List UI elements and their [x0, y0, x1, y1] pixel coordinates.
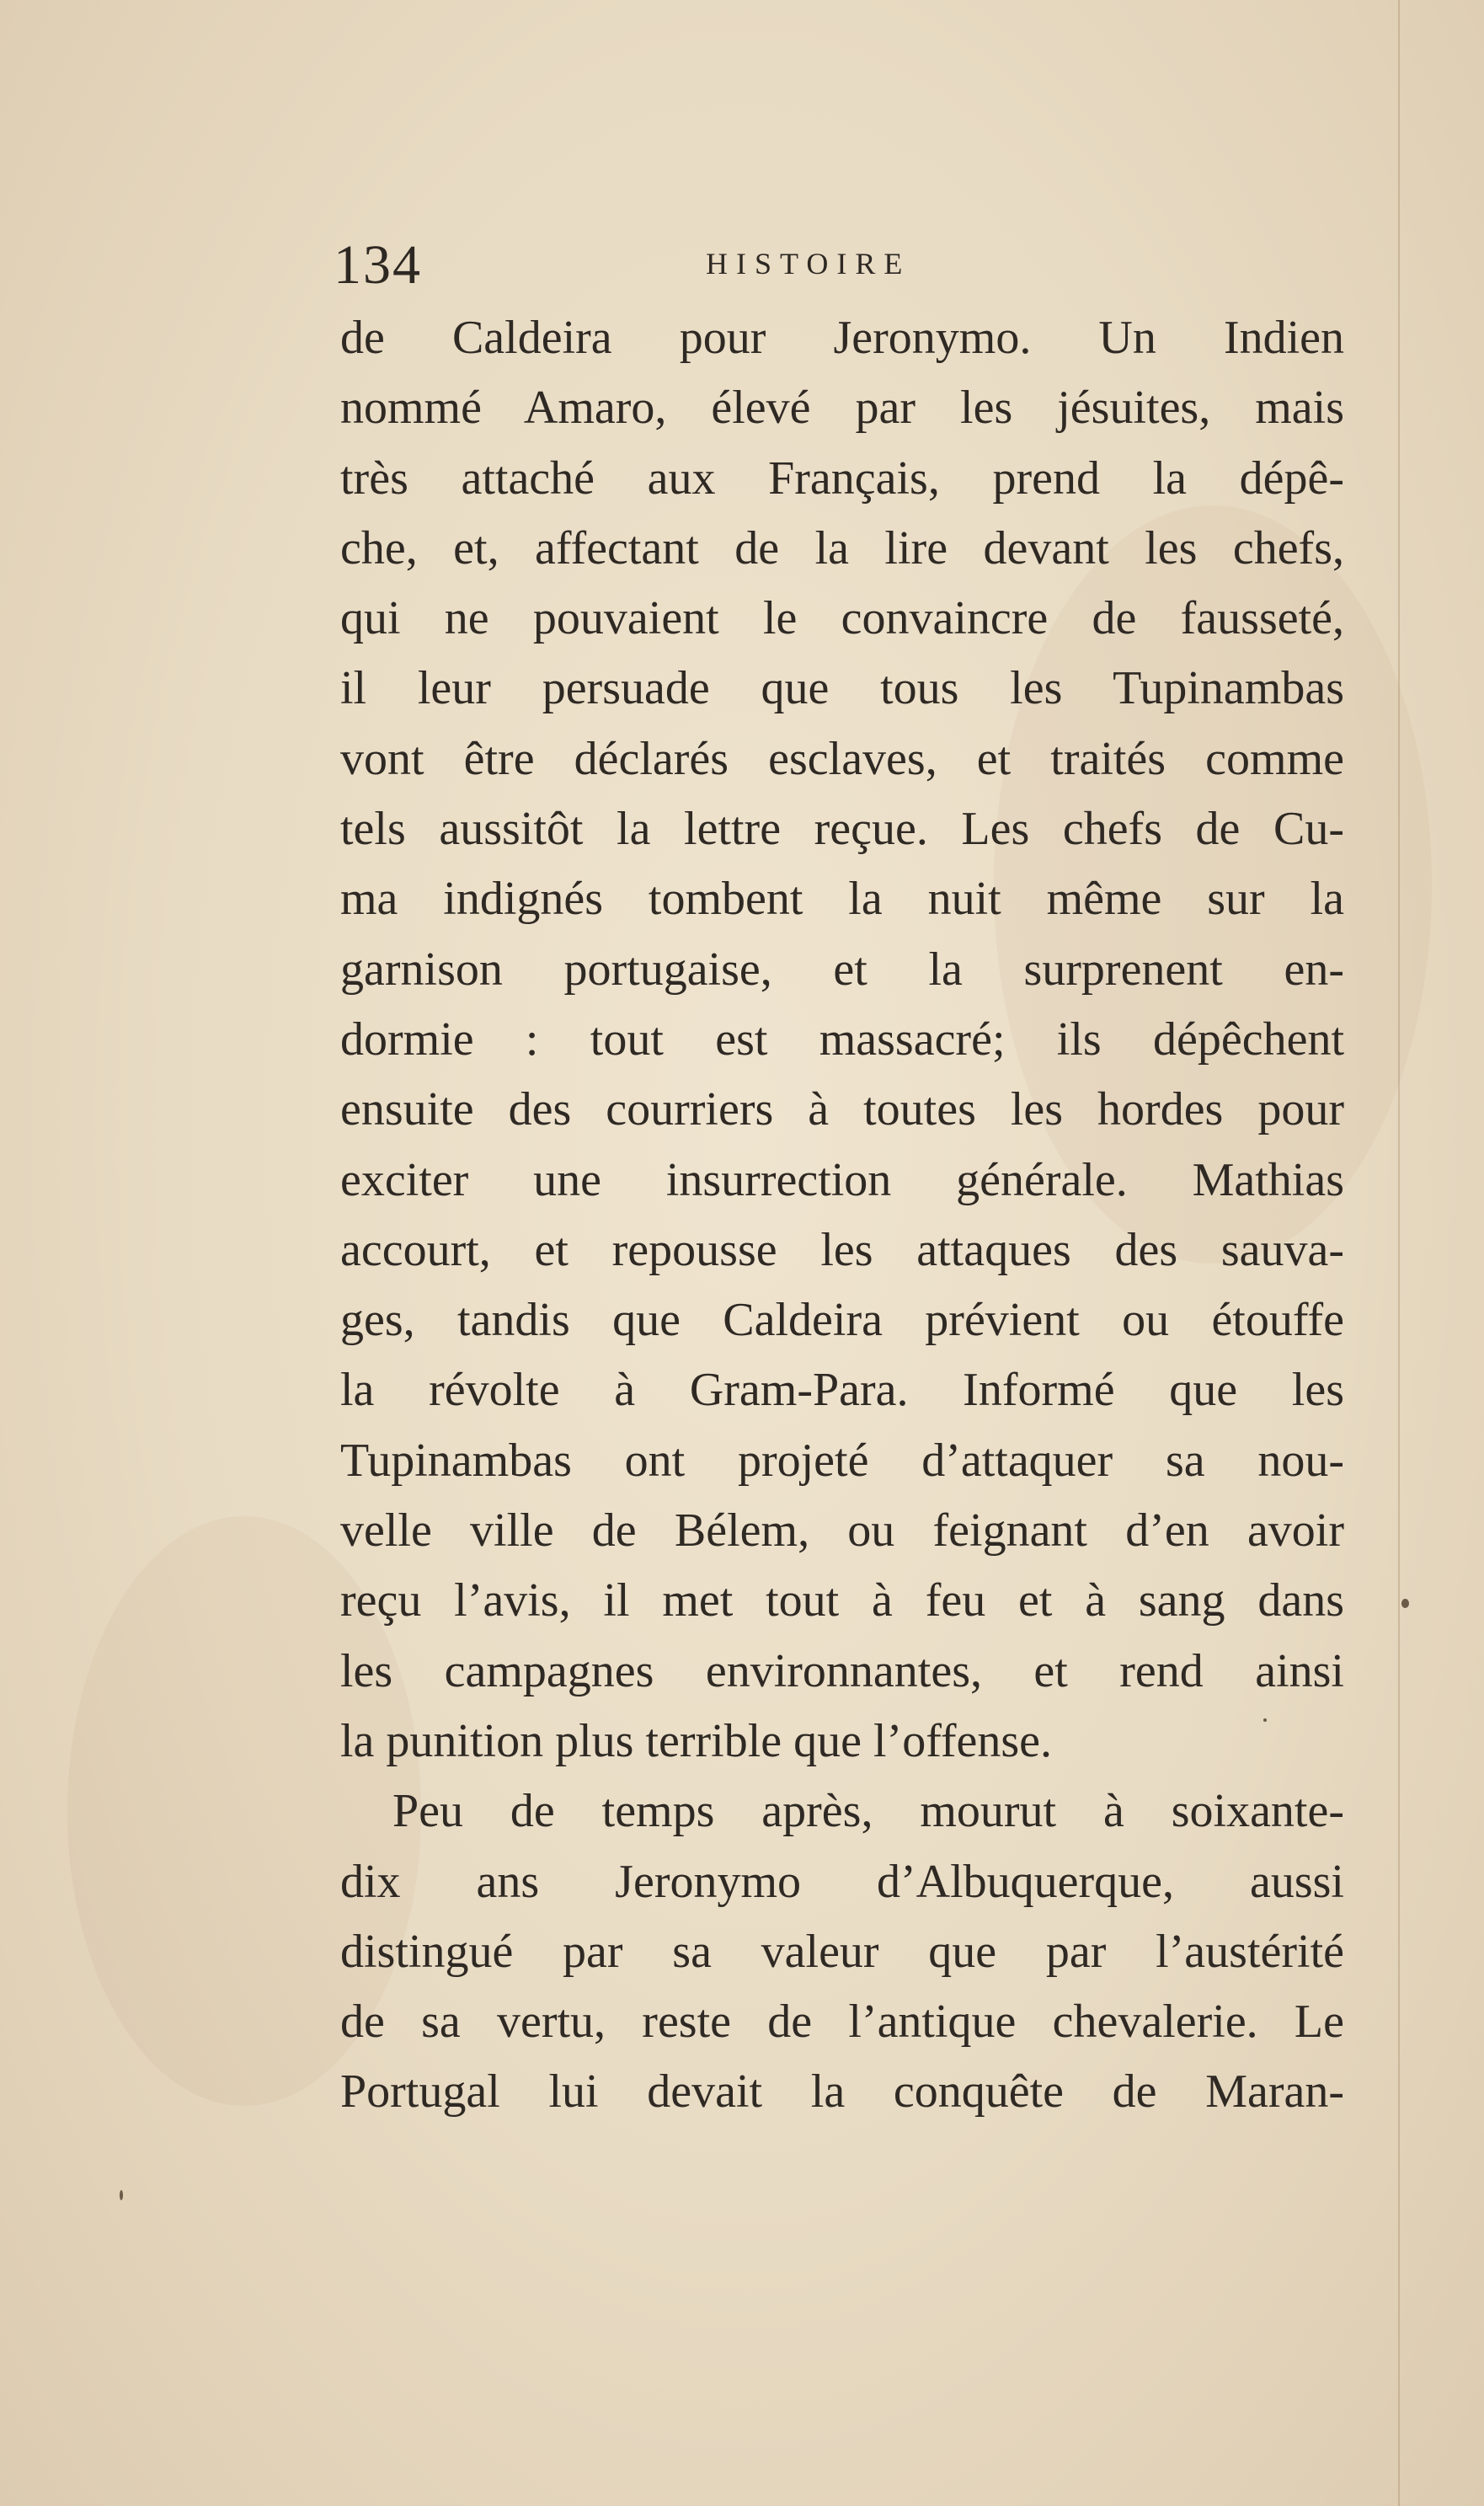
- text-line: qui ne pouvaient le convaincre de fausseté,: [340, 592, 1344, 645]
- text-line: de Caldeira pour Jeronymo. Un Indien: [340, 312, 1344, 364]
- text-line: dix ans Jeronymo d’Albuquerque, aussi: [340, 1855, 1344, 1908]
- text-line: exciter une insurrection générale. Mathias: [340, 1153, 1344, 1206]
- text-line: accourt, et repousse les attaques des sauva-: [340, 1223, 1344, 1276]
- text-line: garnison portugaise, et la surprenent en-: [340, 943, 1344, 996]
- text-line: vont être déclarés esclaves, et traités comme: [340, 732, 1344, 785]
- body-text: [340, 303, 1344, 2128]
- paper-speck: [120, 2190, 123, 2200]
- page-header: [334, 227, 1344, 303]
- text-line: les campagnes environnantes, et rend ainsi: [340, 1644, 1344, 1697]
- text-line: nommé Amaro, élevé par les jésuites, mais: [340, 382, 1344, 435]
- page-fold-line: [1398, 0, 1400, 2506]
- text-line: velle ville de Bélem, ou feignant d’en avoir: [340, 1504, 1344, 1558]
- text-line: Portugal lui devait la conquête de Maran-: [340, 2065, 1344, 2119]
- paper-speck: [1401, 1599, 1409, 1608]
- text-line: che, et, affectant de la lire devant les chefs,: [340, 521, 1344, 574]
- text-line: reçu l’avis, il met tout à feu et à sang dans: [340, 1574, 1344, 1627]
- text-line: dormie : tout est massacré; ils dépêchent: [340, 1013, 1344, 1066]
- text-line: ma indignés tombent la nuit même sur la: [340, 873, 1344, 926]
- text-line: distingué par sa valeur que par l’austérité: [340, 1925, 1344, 1978]
- text-line: ensuite des courriers à toutes les hordes pour: [340, 1083, 1344, 1136]
- text-line: très attaché aux Français, prend la dépê-: [340, 452, 1344, 505]
- text-line: tels aussitôt la lettre reçue. Les chefs de Cu-: [340, 803, 1344, 856]
- running-head: HISTOIRE: [706, 247, 911, 281]
- text-line: la révolte à Gram-Para. Informé que les: [340, 1364, 1344, 1417]
- text-line: il leur persuade que tous les Tupinambas: [340, 662, 1344, 715]
- text-line: la punition plus terrible que l’offense.: [340, 1714, 1052, 1767]
- page-number: 134: [334, 234, 422, 296]
- text-line: ges, tandis que Caldeira prévient ou étouffe: [340, 1294, 1344, 1347]
- text-line: Tupinambas ont projeté d’attaquer sa nou-: [340, 1434, 1344, 1487]
- text-line: Peu de temps après, mourut à soixante-: [392, 1785, 1344, 1838]
- text-line: de sa vertu, reste de l’antique chevalerie. Le: [340, 1996, 1344, 2049]
